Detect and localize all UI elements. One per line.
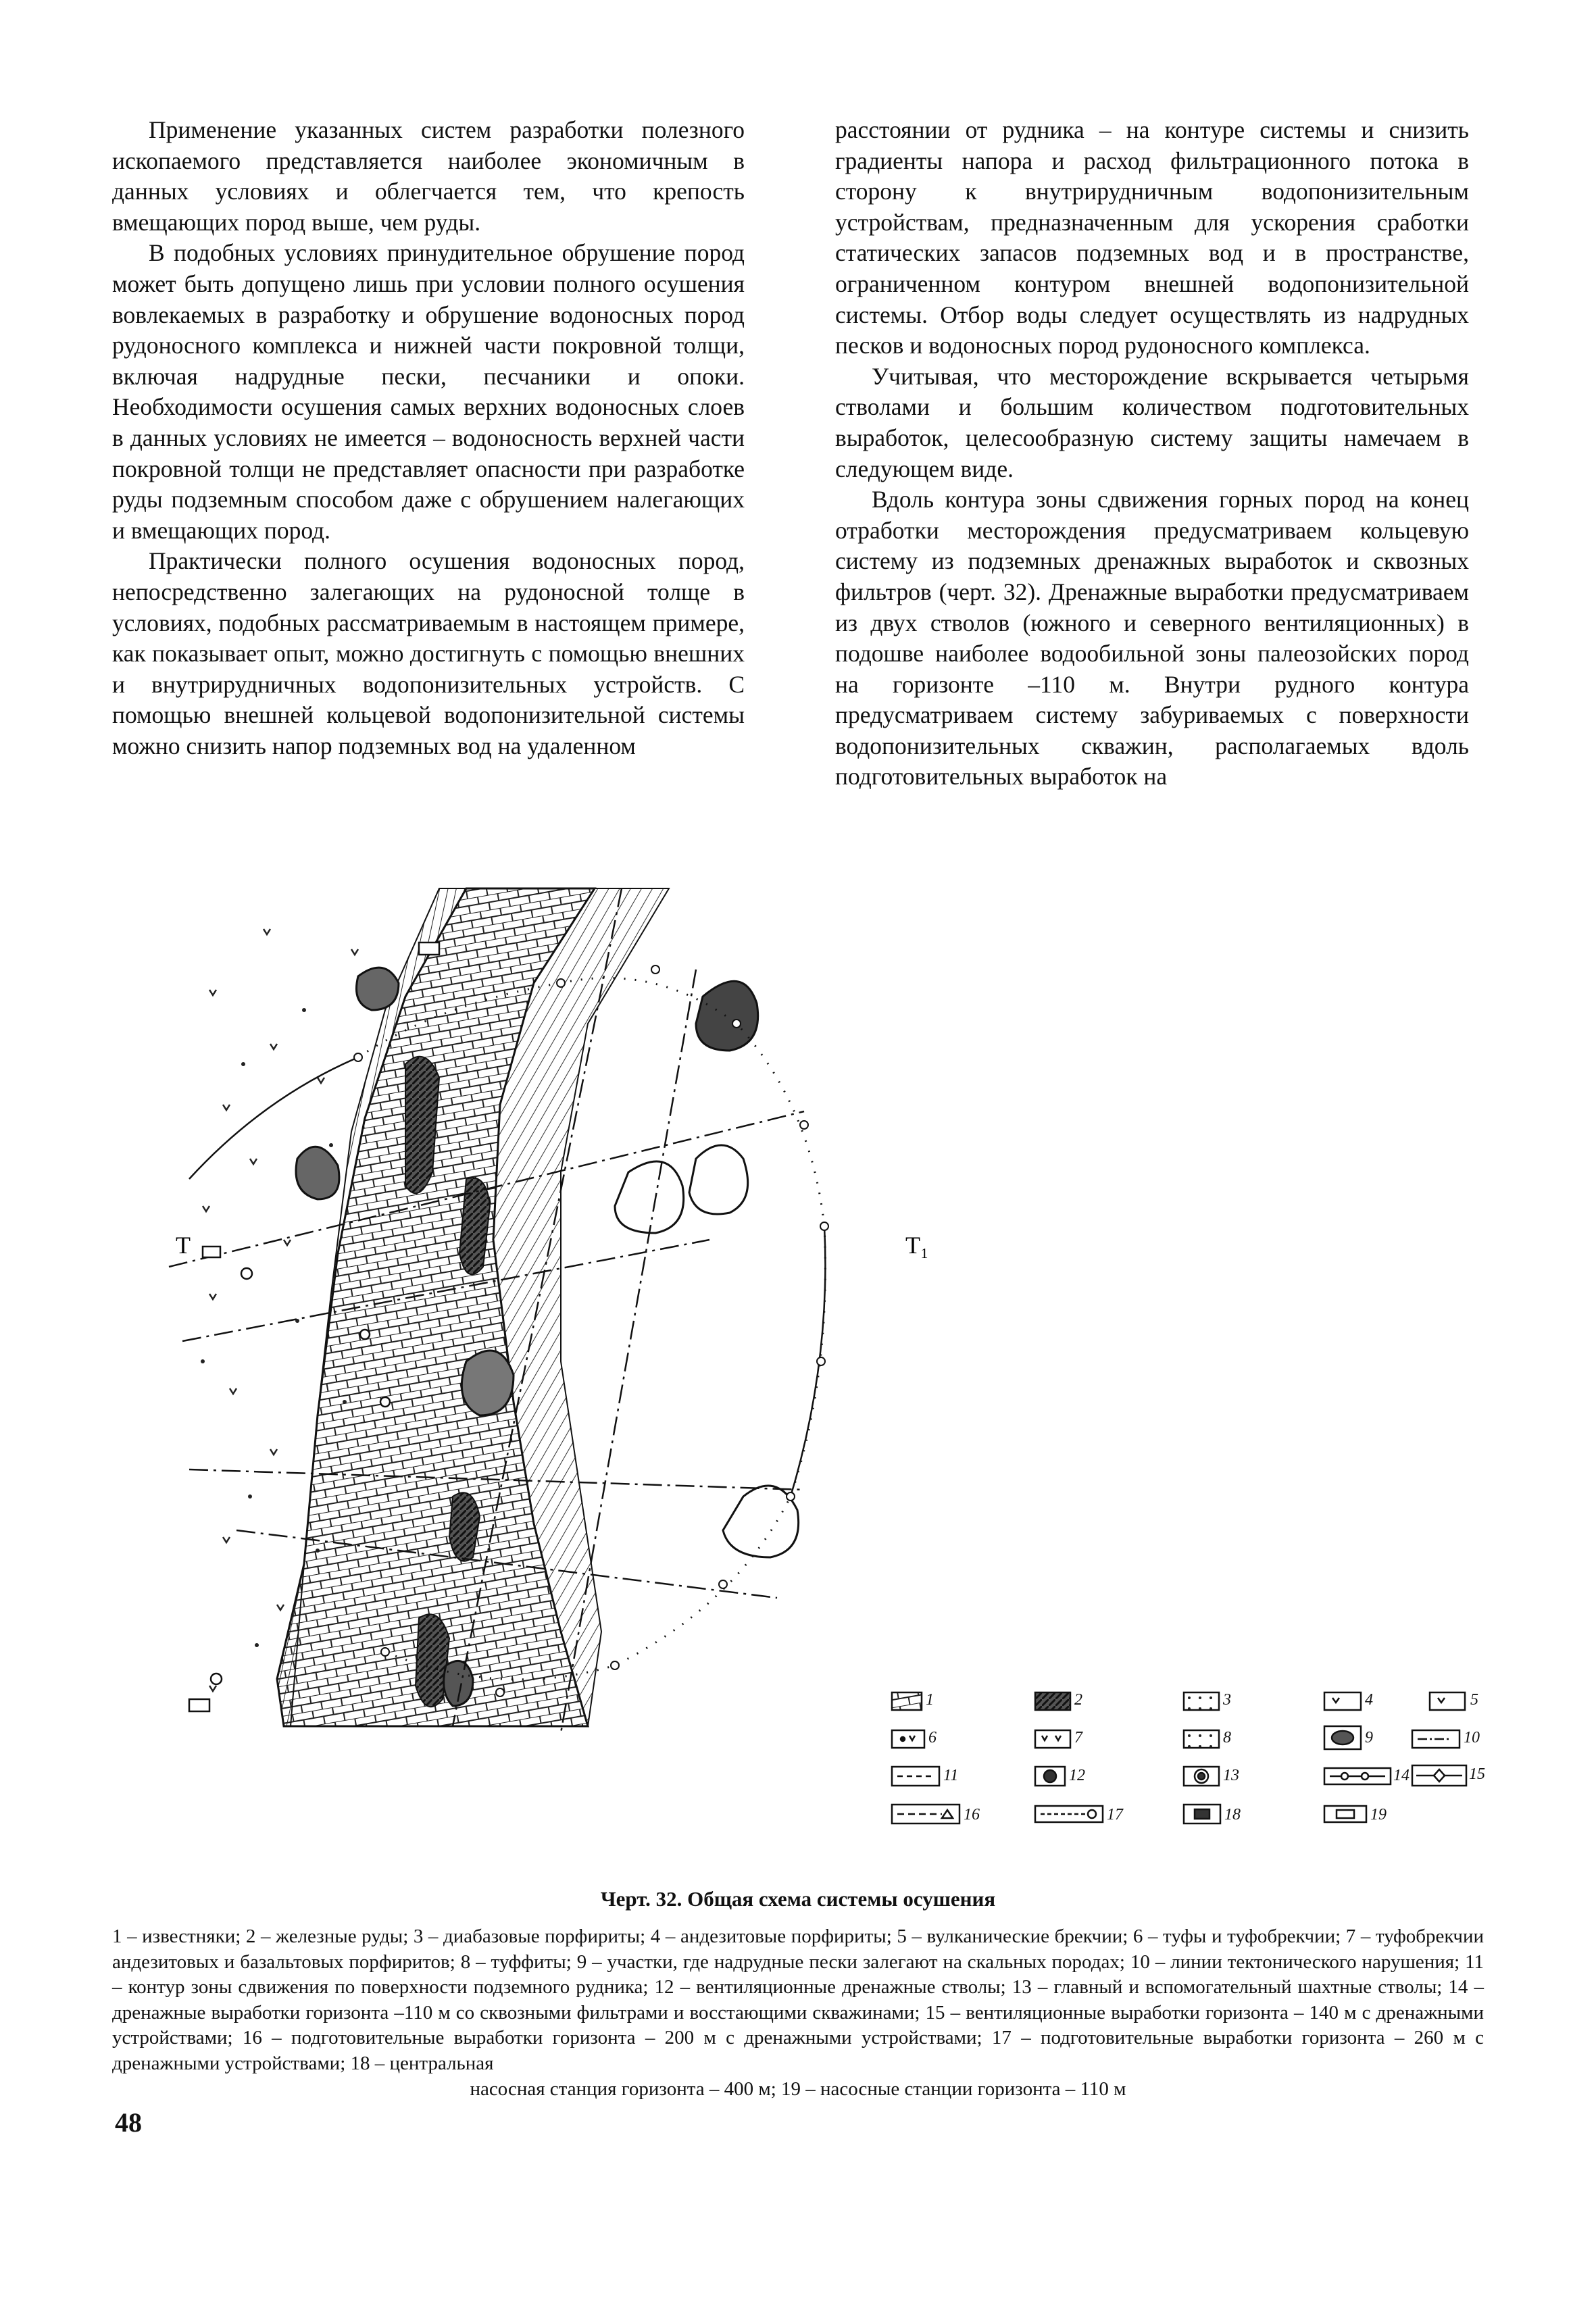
left-text-column bbox=[112, 115, 745, 761]
svg-text:15: 15 bbox=[1469, 1765, 1485, 1783]
legend-item bbox=[1035, 1691, 1082, 1710]
svg-text:6: 6 bbox=[928, 1729, 937, 1746]
legend-item bbox=[1035, 1729, 1083, 1748]
section-marker-right: Т₁ bbox=[905, 1232, 929, 1259]
legend-item bbox=[892, 1805, 980, 1823]
light-lens-bodies bbox=[615, 1145, 799, 1557]
legend-item bbox=[1324, 1806, 1387, 1823]
legend-item bbox=[892, 1767, 958, 1786]
svg-text:16: 16 bbox=[964, 1806, 980, 1823]
svg-text:11: 11 bbox=[943, 1767, 959, 1784]
svg-text:17: 17 bbox=[1107, 1806, 1123, 1823]
svg-text:12: 12 bbox=[1069, 1767, 1085, 1784]
legend-item bbox=[1035, 1767, 1085, 1786]
svg-text:3: 3 bbox=[1223, 1691, 1231, 1709]
section-marker-left: Т bbox=[176, 1232, 191, 1259]
legend-item bbox=[1184, 1767, 1239, 1786]
paragraph: В подобных условиях принудительное обрушение пород может быть допущено лишь при условии полного осушения вовлекаемых в разработку и обрушение водоносных пород рудоносного комплекса и нижней части покровной толщи, включая надрудные пески, песчаники и опоки. Необходимости осушения самых верхних водоносных слоев в данных условиях не имеется – водоносность верхней части покровной толщи не представляет опасности при разработке руды подземным способом даже с обрушением налегающих и вмещающих пород. bbox=[112, 239, 745, 544]
legend-item bbox=[1412, 1729, 1480, 1748]
svg-text:10: 10 bbox=[1464, 1729, 1480, 1746]
svg-text:4: 4 bbox=[1365, 1691, 1373, 1709]
right-text-column bbox=[835, 115, 1469, 793]
svg-text:7: 7 bbox=[1074, 1729, 1082, 1746]
drainage-map bbox=[176, 888, 1485, 1882]
legend-item bbox=[892, 1691, 934, 1710]
legend bbox=[892, 1691, 1485, 1823]
svg-text:5: 5 bbox=[1470, 1691, 1478, 1709]
caption-body: 1 – известняки; 2 – железные руды; 3 – диабазовые порфириты; 4 – андезитовые порфириты; 5 – вулканические брекчии; 6 – туфы и туфобрекчии; 7 – туфобрекчии андезитовых и базальтовых порфиритов; 8 – туффиты; 9 – участки, где надрудные пески залегают на скальных породах; 10 – линии тектонического нарушения; 11 – контур зоны сдвижения по поверхности подземного рудника; 12 – вентиляционные дренажные стволы; 13 – главный и вспомогательный шахтные стволы; 14 – дренажные выработки горизонта –110 м со сквозными фильтрами и восстающими скважинами; 15 – вентиляционные выработки горизонта – 140 м с дренажными устройствами; 16 – подготовительные выработки горизонта – 200 м с дренажными устройствами; 17 – подготовительные выработки горизонта – 260 м с дренажными устройствами; 18 – центральная bbox=[112, 1926, 1484, 2074]
paragraph: Применение указанных систем разработки полезного ископаемого представляется наиболее экономичным в данных условиях и облегчается тем, что крепость вмещающих пород выше, чем руды. bbox=[112, 116, 745, 236]
svg-text:8: 8 bbox=[1223, 1729, 1231, 1746]
figure-caption-legend-text bbox=[112, 1924, 1484, 2102]
svg-text:14: 14 bbox=[1393, 1767, 1410, 1784]
caption-last-line: насосная станция горизонта – 400 м; 19 – насосные станции горизонта – 110 м bbox=[470, 2078, 1126, 2100]
svg-text:1: 1 bbox=[926, 1691, 934, 1709]
legend-item bbox=[1184, 1805, 1241, 1823]
legend-item bbox=[1184, 1691, 1231, 1710]
legend-item bbox=[1035, 1806, 1124, 1823]
legend-item bbox=[892, 1729, 937, 1748]
paragraph: Практически полного осушения водоносных пород, непосредственно залегающих на рудоносной толще в условиях, подобных рассматриваемым в настоящем примере, как показывает опыт, можно достигнуть с помощью внешних и внутрирудничных водопонизительных устройств. С помощью внешней кольцевой водопонизительной системы можно снизить напор подземных вод на удаленном bbox=[112, 547, 745, 759]
legend-item bbox=[1412, 1765, 1485, 1786]
legend-item bbox=[1324, 1767, 1410, 1784]
page-number: 48 bbox=[115, 2107, 142, 2138]
figure-caption-title: Черт. 32. Общая схема системы осушения bbox=[600, 1887, 996, 1911]
drainage-scheme-figure bbox=[176, 888, 1485, 1882]
legend-item bbox=[1184, 1729, 1231, 1748]
paragraph: расстоянии от рудника – на контуре системы и снизить градиенты напора и расход фильтрационного потока в сторону к внутрирудничным водопонизительным устройствам, предназначенным для ускорения сработки статических запасов подземных вод и в пространстве, ограниченном контуром внешней водопонизительной системы. Отбор воды следует осуществлять из надрудных песков и водоносных пород рудоносного комплекса. bbox=[835, 116, 1469, 359]
paragraph: Вдоль контура зоны сдвижения горных пород на конец отработки месторождения предусматриваем кольцевую систему из подземных дренажных выработок и сквозных фильтров (черт. 32). Дренажные выработки предусматриваем из двух стволов (южного и северного вентиляционных) в подошве наиболее водообильной зоны палеозойских пород на горизонте –110 м. Внутри рудного контура предусматриваем систему забуриваемых с поверхности водопонизительных скважин, располагаемых вдоль подготовительных выработок на bbox=[835, 486, 1469, 790]
svg-text:2: 2 bbox=[1074, 1691, 1082, 1709]
svg-text:18: 18 bbox=[1224, 1806, 1241, 1823]
svg-text:19: 19 bbox=[1370, 1806, 1387, 1823]
svg-text:9: 9 bbox=[1365, 1729, 1373, 1746]
legend-item bbox=[1324, 1726, 1373, 1749]
legend-item bbox=[1430, 1691, 1478, 1710]
svg-text:13: 13 bbox=[1223, 1767, 1239, 1784]
legend-item bbox=[1324, 1691, 1373, 1710]
paragraph: Учитывая, что месторождение вскрывается четырьмя стволами и большим количеством подготовительных выработок, целесообразную систему защиты намечаем в следующем виде. bbox=[835, 362, 1469, 482]
